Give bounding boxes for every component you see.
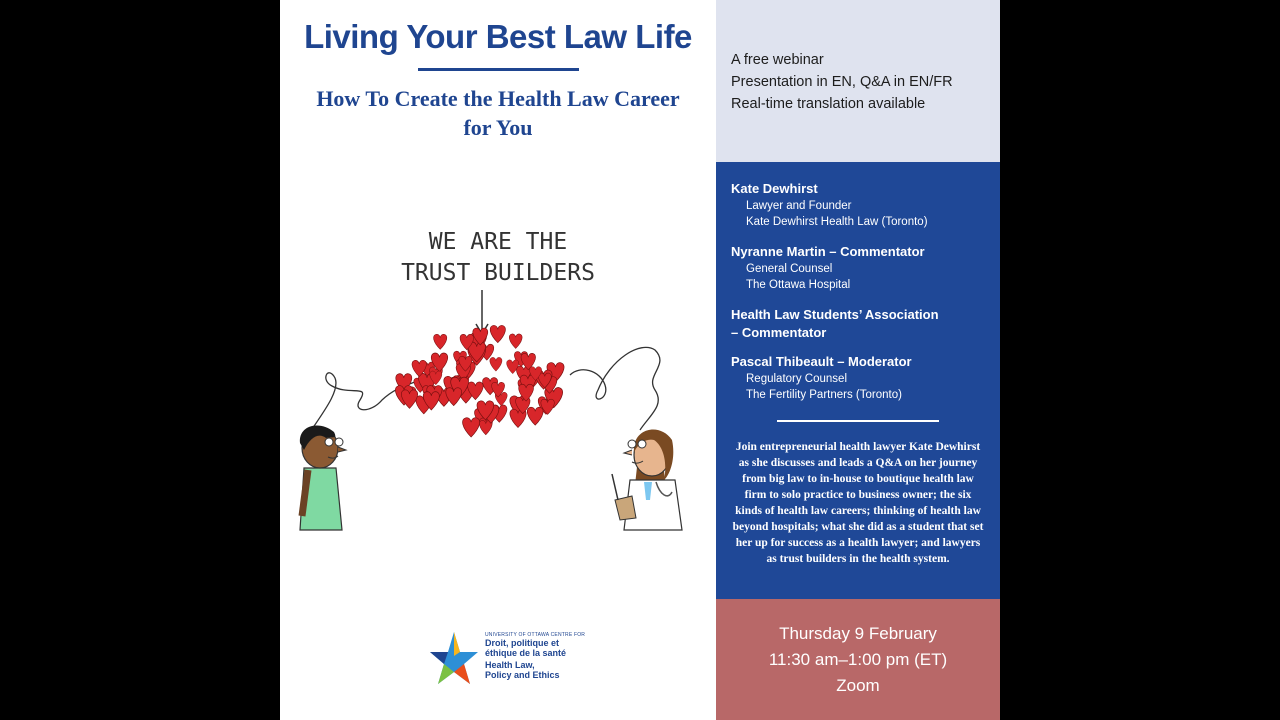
heart-cluster bbox=[395, 325, 564, 437]
speaker-4-name: Pascal Thibeault – Moderator bbox=[731, 354, 912, 369]
heart-icon bbox=[463, 418, 480, 437]
speaker-1-name: Kate Dewhirst bbox=[731, 181, 818, 196]
patient-figure bbox=[300, 425, 346, 530]
cartoon-caption-line-2: TRUST BUILDERS bbox=[401, 260, 595, 286]
webinar-poster bbox=[280, 0, 1000, 720]
speaker-4-org: The Fertility Partners (Toronto) bbox=[746, 389, 902, 401]
speaker-2-org: The Ottawa Hospital bbox=[746, 279, 851, 291]
speaker-2-role: General Counsel bbox=[746, 263, 833, 275]
webinar-info-panel bbox=[716, 0, 1000, 162]
info-line-2: Presentation in EN, Q&A in EN/FR bbox=[731, 74, 953, 90]
heart-icon bbox=[527, 407, 543, 425]
heart-icon bbox=[434, 334, 447, 349]
logo-en-line-2: Policy and Ethics bbox=[485, 670, 560, 680]
heart-icon bbox=[490, 357, 502, 371]
info-line-3: Real-time translation available bbox=[731, 96, 926, 112]
star-logo-icon bbox=[428, 630, 480, 690]
title-divider bbox=[418, 68, 579, 71]
heart-icon bbox=[509, 334, 522, 349]
cartoon-caption-line-1: WE ARE THE bbox=[428, 229, 568, 255]
subtitle-line-1: How To Create the Health Law Career bbox=[316, 86, 680, 111]
info-line-1: A free webinar bbox=[731, 52, 824, 68]
event-platform: Zoom bbox=[836, 676, 880, 695]
arrow-icon bbox=[476, 290, 488, 334]
right-string bbox=[570, 347, 660, 430]
logo-fr-line-2: éthique de la santé bbox=[485, 648, 567, 658]
speakers-panel bbox=[716, 162, 1000, 599]
speaker-1-org: Kate Dewhirst Health Law (Toronto) bbox=[746, 216, 928, 228]
uottawa-centre-logo bbox=[428, 628, 588, 692]
event-details-panel bbox=[716, 599, 1000, 720]
speaker-3-name: Health Law Students’ Association bbox=[731, 307, 939, 322]
subtitle-line-2: for You bbox=[463, 115, 533, 140]
heart-icon bbox=[490, 325, 505, 342]
poster-left-panel bbox=[280, 0, 716, 720]
speaker-1-role: Lawyer and Founder bbox=[746, 200, 852, 212]
trust-builders-cartoon bbox=[280, 200, 716, 540]
speaker-3-name-cont: – Commentator bbox=[731, 325, 827, 340]
poster-right-panel bbox=[716, 0, 1000, 720]
poster-subtitle bbox=[290, 84, 706, 142]
speakers-divider bbox=[777, 420, 939, 422]
speaker-4-role: Regulatory Counsel bbox=[746, 373, 848, 385]
logo-fr-line-1: Droit, politique et bbox=[485, 638, 559, 648]
event-date: Thursday 9 February bbox=[779, 624, 937, 643]
logo-en-line-1: Health Law, bbox=[485, 660, 535, 670]
poster-title: Living Your Best Law Life bbox=[304, 18, 692, 55]
event-time: 11:30 am–1:00 pm (ET) bbox=[768, 650, 948, 669]
logo-text bbox=[485, 632, 585, 680]
logo-org-small: UNIVERSITY OF OTTAWA CENTRE FOR bbox=[485, 632, 586, 638]
speaker-2-name: Nyranne Martin – Commentator bbox=[731, 244, 925, 259]
doctor-figure bbox=[612, 430, 682, 530]
event-description: Join entrepreneurial health lawyer Kate Dewhirst as she discusses and leads a Q&A on her journey from big law to in-house to boutique health law firm to solo practice to business owner; the six kinds of health law careers; thinking of health law beyond hospitals; what she did as a student that set her up for success as a health lawyer; and lawyers as trust builders in the health system. bbox=[732, 441, 984, 565]
